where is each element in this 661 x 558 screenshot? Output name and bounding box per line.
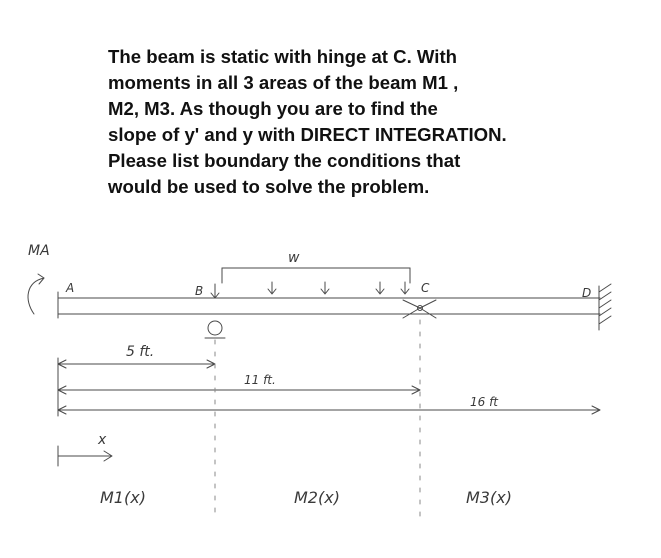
load-arrow-icon — [321, 282, 329, 294]
problem-statement-line: slope of y' and y with DIRECT INTEGRATION. — [108, 124, 507, 145]
load-arrow-icon — [376, 282, 384, 294]
x-axis-label: x — [98, 432, 107, 448]
problem-statement-line: would be used to solve the problem. — [108, 176, 430, 197]
dim-ab-label: 5 ft. — [126, 344, 155, 360]
moment-arrow-icon — [28, 278, 44, 314]
fixed-wall-hatch-icon — [599, 284, 611, 324]
problem-statement-line: Please list boundary the conditions that — [108, 150, 461, 171]
load-arrow-icon — [401, 282, 409, 294]
dim-cd-label: 16 ft — [470, 395, 499, 409]
load-arrow-icon — [268, 282, 276, 294]
point-c-label: C — [421, 281, 430, 295]
point-d-label: D — [582, 286, 592, 300]
moment-label-ma: MA — [28, 243, 50, 259]
load-label-w: w — [288, 250, 300, 266]
problem-statement-line: moments in all 3 areas of the beam M1 , — [108, 72, 459, 93]
point-b-label: B — [195, 284, 204, 298]
problem-statement-line: The beam is static with hinge at C. With — [108, 46, 458, 67]
pin-support-icon — [208, 321, 222, 335]
m1-label: M1(x) — [100, 488, 146, 507]
m2-label: M2(x) — [294, 488, 340, 507]
x-axis-arrow-icon — [58, 446, 112, 466]
point-a-label: A — [66, 281, 75, 295]
m3-label: M3(x) — [466, 488, 512, 507]
dim-bc-line — [58, 386, 420, 394]
dim-bc-label: 11 ft. — [244, 373, 276, 387]
hinge-c-icon — [403, 300, 436, 318]
load-arrow-icon — [211, 284, 219, 298]
problem-statement-line: M2, M3. As though you are to find the — [108, 98, 438, 119]
dim-ab-line — [58, 360, 215, 368]
dim-cd-line — [58, 406, 600, 414]
